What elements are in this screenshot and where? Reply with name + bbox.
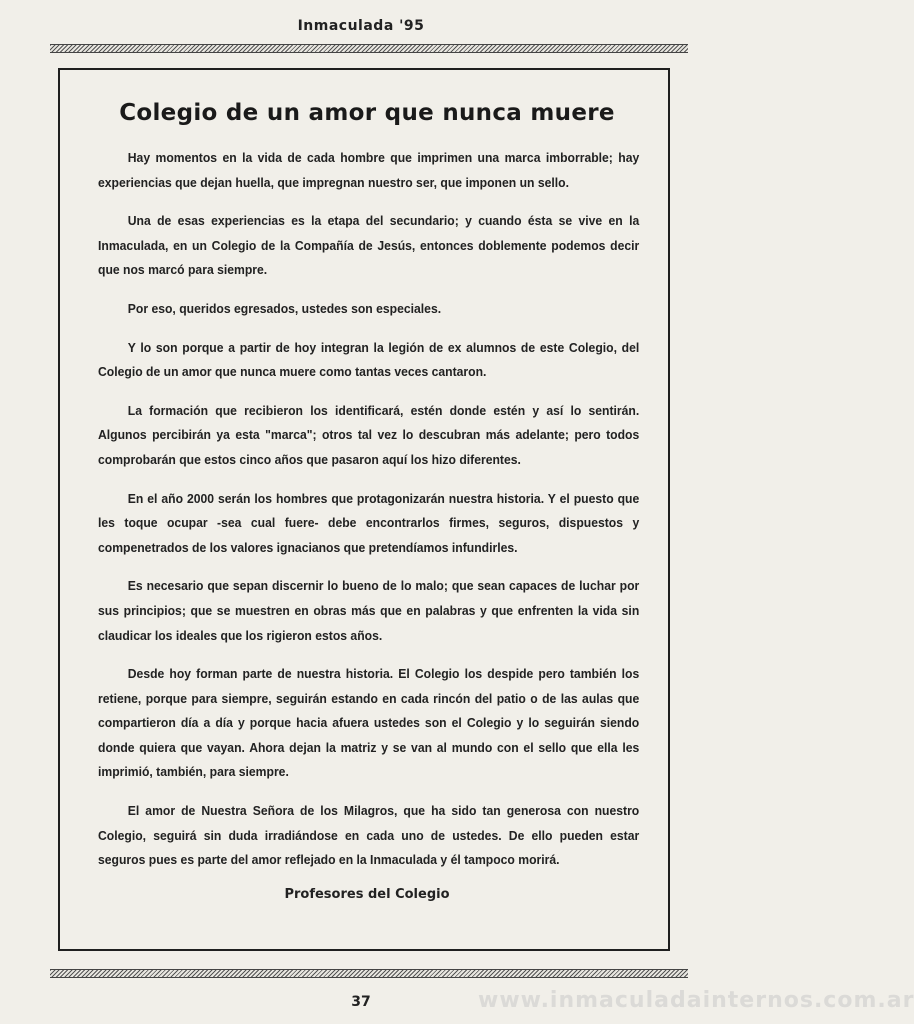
- paragraph-5: La formación que recibieron los identificará, estén donde estén y así lo sentirán. Algunos percibirán ya esta "marca"; otros tal vez lo descubran más adelante; pero todos comprobarán que estos cinco años que pasaron aquí los hizo diferentes.: [98, 402, 640, 467]
- paragraph-1: Hay momentos en la vida de cada hombre que imprimen una marca imborrable; hay experiencias que dejan huella, que impregnan nuestro ser, que imponen un sello.: [98, 150, 640, 190]
- footer-hatch-rule: [50, 969, 688, 978]
- paragraph-8: Desde hoy forman parte de nuestra historia. El Colegio los despide pero también los retiene, porque para siempre, seguirán estando en cada rincón del patio o de las aulas que compartieron día a día y porque hacia afuera ustedes son el Colegio y lo seguirán siendo donde quiera que vayan. Ahora dejan la matriz y se van al mundo con el sello que ella les imprimió, también, para siempre.: [98, 666, 640, 780]
- article-title: Colegio de un amor que nunca muere: [119, 100, 615, 126]
- paragraph-7: Es necesario que sepan discernir lo bueno de lo malo; que sean capaces de luchar por sus principios; que se muestren en obras más que en palabras y que enfrenten la vida sin claudicar los ideales que los rigieron estos años.: [98, 578, 640, 643]
- paragraph-2: Una de esas experiencias es la etapa del secundario; y cuando ésta se vive en la Inmaculada, en un Colegio de la Compañía de Jesús, entonces doblemente podemos decir que nos marcó para siempre.: [98, 213, 640, 278]
- paragraph-4: Y lo son porque a partir de hoy integran la legión de ex alumnos de este Colegio, del Colegio de un amor que nunca muere como tantas veces cantaron.: [98, 339, 640, 380]
- running-header: Inmaculada '95: [297, 18, 425, 34]
- article-frame: [58, 68, 670, 951]
- paragraph-6: En el año 2000 serán los hombres que protagonizarán nuestra historia. Y el puesto que les toque ocupar -sea cual fuere- debe encontrarlos firmes, seguros, dispuestos y compenetrados de los valores ignacianos que pretendíamos infundirles.: [98, 490, 640, 555]
- watermark: www.inmaculadainternos.com.ar: [478, 988, 914, 1013]
- header-hatch-rule: [50, 44, 688, 53]
- signature: Profesores del Colegio: [284, 886, 450, 902]
- page-number: 37: [351, 994, 371, 1010]
- paragraph-3: Por eso, queridos egresados, ustedes son especiales.: [127, 300, 442, 316]
- paragraph-9: El amor de Nuestra Señora de los Milagros, que ha sido tan generosa con nuestro Colegio, seguirá sin duda irradiándose en cada uno de ustedes. De ello pueden estar seguros pues es parte del amor reflejado en la Inmaculada y él tampoco morirá.: [98, 803, 640, 868]
